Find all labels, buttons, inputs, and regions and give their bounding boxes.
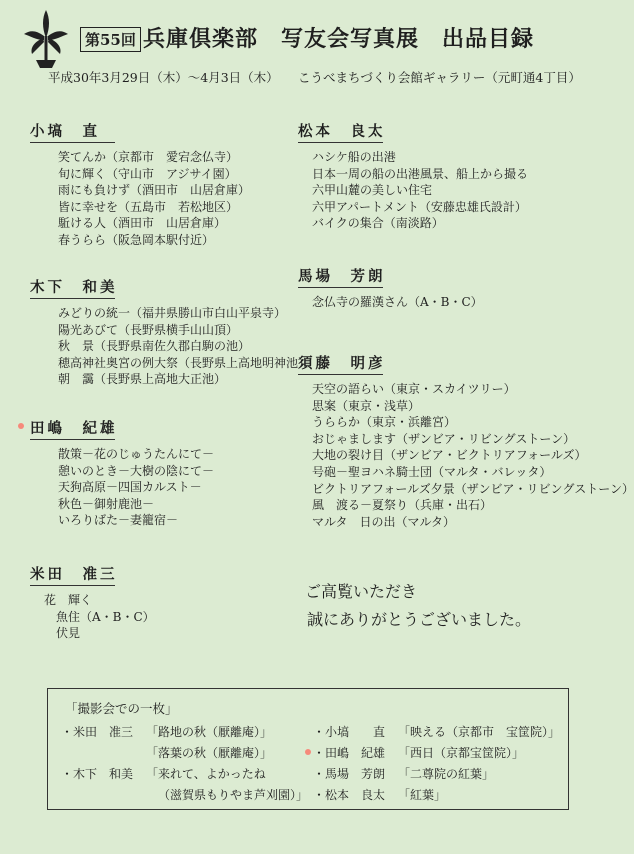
work-item: いろりばた－妻籠宿－ — [58, 513, 179, 528]
work-item: 大地の裂け目（ザンビア・ビクトリアフォールズ） — [312, 448, 587, 463]
work-item: マルタ 日の出（マルタ） — [312, 514, 456, 529]
photo-session-right-column — [313, 721, 560, 805]
work-list — [312, 149, 528, 232]
artist-name: 田嶋 紀雄 — [30, 417, 115, 440]
highlight-mark — [305, 749, 311, 755]
artist-baba — [298, 265, 483, 311]
exhibition-date: 平成30年3月29日（木）～4月3日（木） — [48, 70, 279, 85]
artist-tajima — [30, 417, 214, 529]
work-item: 雨にも負けず（酒田市 山居倉庫） — [58, 183, 251, 198]
work-item: 思案（東京・浅草） — [312, 398, 421, 413]
artist-name: 須藤 明彦 — [298, 352, 383, 375]
entry-photographer: ・田嶋 紀雄 — [313, 746, 386, 760]
work-item: 朝 靄（長野県上高地大正池） — [58, 372, 227, 387]
entry-title: （滋賀県もりやま芦刈園）」 — [158, 788, 309, 802]
work-item: 花 輝く — [44, 593, 93, 607]
work-list — [58, 305, 310, 388]
work-item: 散策－花のじゅうたんにて－ — [58, 447, 215, 461]
artist-matsumoto — [298, 120, 528, 232]
work-item: おじゃまします（ザンビア・リビングストーン） — [312, 431, 576, 446]
entry-title: 「路地の秋（厭離庵）」 — [146, 725, 273, 739]
entry-title: 「落葉の秋（厭離庵）」 — [146, 746, 273, 760]
photo-session-entry — [313, 784, 560, 805]
thank-you-message — [305, 578, 531, 634]
photo-session-entry — [61, 763, 308, 784]
work-item: 念仏寺の羅漢さん（A・B・C） — [312, 295, 483, 309]
entry-photographer: ・松本 良太 — [313, 788, 386, 802]
entry-photographer: ・米田 准三 — [61, 725, 134, 739]
entry-title: 「紅葉」 — [398, 788, 447, 802]
artist-sudo — [298, 352, 634, 530]
work-item: 憩いのとき－大樹の陰にて－ — [58, 463, 215, 478]
work-item: 春うらら（阪急岡本駅付近） — [58, 232, 215, 247]
photo-session-entry — [61, 784, 308, 805]
work-item: うららか（東京・浜離宮） — [312, 415, 457, 430]
photo-session-entry — [313, 742, 560, 763]
club-emblem-icon — [22, 8, 70, 70]
entry-title: 「映える（京都市 宝筐院）」 — [398, 725, 561, 739]
thanks-line: ご高覧いただき — [305, 582, 418, 601]
artist-kogaki — [30, 120, 250, 249]
entry-photographer: ・小塙 直 — [313, 725, 386, 739]
work-item: バイクの集合（南淡路） — [312, 216, 444, 231]
entry-title: 「西日（京都宝筐院）」 — [398, 746, 525, 760]
work-item: 旬に輝く（守山市 アジサイ園） — [58, 166, 237, 181]
work-list — [58, 149, 250, 249]
entry-title: 「来れて、よかったね — [146, 767, 266, 781]
work-item: 陽光あびて（長野県横手山山頂） — [58, 322, 239, 337]
work-item: みどりの統一（福井県勝山市白山平泉寺） — [58, 306, 287, 320]
work-item: ハシケ船の出港 — [312, 150, 396, 164]
artist-name: 小塙 直 — [30, 120, 115, 143]
artist-name: 米田 准三 — [30, 563, 115, 586]
work-item: 魚住（A・B・C） — [56, 609, 155, 624]
artist-yoneda — [30, 563, 155, 642]
photo-session-left-column — [61, 721, 308, 805]
artist-kinoshita — [30, 276, 310, 388]
work-item: 駈ける人（酒田市 山居倉庫） — [58, 216, 227, 231]
artist-name: 馬場 芳朗 — [298, 265, 383, 288]
work-item: ビクトリアフォールズ夕景（ザンビア・リビングストーン） — [312, 481, 634, 496]
work-item: 皆に幸せを（五島市 若松地区） — [58, 199, 239, 214]
work-item: 風 渡る－夏祭り（兵庫・出石） — [312, 498, 493, 513]
work-item: 六甲山麓の美しい住宅 — [312, 183, 433, 198]
entry-photographer: ・木下 和美 — [61, 767, 134, 781]
work-list — [312, 381, 634, 530]
work-item: 天空の語らい（東京・スカイツリー） — [312, 382, 516, 396]
entry-photographer: ・馬場 芳朗 — [313, 767, 386, 781]
work-item: 伏見 — [56, 626, 81, 641]
work-item: 六甲アパートメント（安藤忠雄氏設計） — [312, 199, 527, 214]
work-list — [312, 294, 483, 311]
work-item: 秋色－御射鹿池－ — [58, 496, 155, 511]
work-item: 穂高神社奥宮の例大祭（長野県上高地明神池） — [58, 355, 311, 370]
work-item: 天狗高原－四国カルスト－ — [58, 480, 202, 495]
photo-session-entry — [61, 742, 308, 763]
photo-session-heading: 「撮影会での一枚」 — [65, 701, 178, 716]
photo-session-entry — [61, 721, 308, 742]
work-item: 秋 景（長野県南佐久郡白駒の池） — [58, 339, 251, 354]
work-item: 日本一周の船の出港風景、船上から撮る — [312, 166, 529, 181]
photo-session-entry — [313, 721, 560, 742]
artist-name: 松本 良太 — [298, 120, 383, 143]
work-item: 笑てんか（京都市 愛宕念仏寺） — [58, 150, 239, 164]
photo-session-entry — [313, 763, 560, 784]
work-list — [58, 446, 214, 529]
edition-badge: 第55回 — [80, 27, 141, 52]
entry-title: 「二尊院の紅葉」 — [398, 767, 495, 781]
photo-session-box — [47, 688, 569, 810]
highlight-mark — [18, 423, 24, 429]
thanks-line: 誠にありがとうございました。 — [307, 610, 532, 629]
exhibition-venue: こうべまちづくり会館ギャラリー（元町通4丁目） — [298, 70, 581, 85]
work-item: 号砲－聖ヨハネ騎士団（マルタ・バレッタ） — [312, 464, 552, 479]
artist-name: 木下 和美 — [30, 276, 115, 299]
work-list — [44, 592, 155, 642]
page-title: 兵庫倶楽部 写友会写真展 出品目録 — [143, 26, 535, 52]
